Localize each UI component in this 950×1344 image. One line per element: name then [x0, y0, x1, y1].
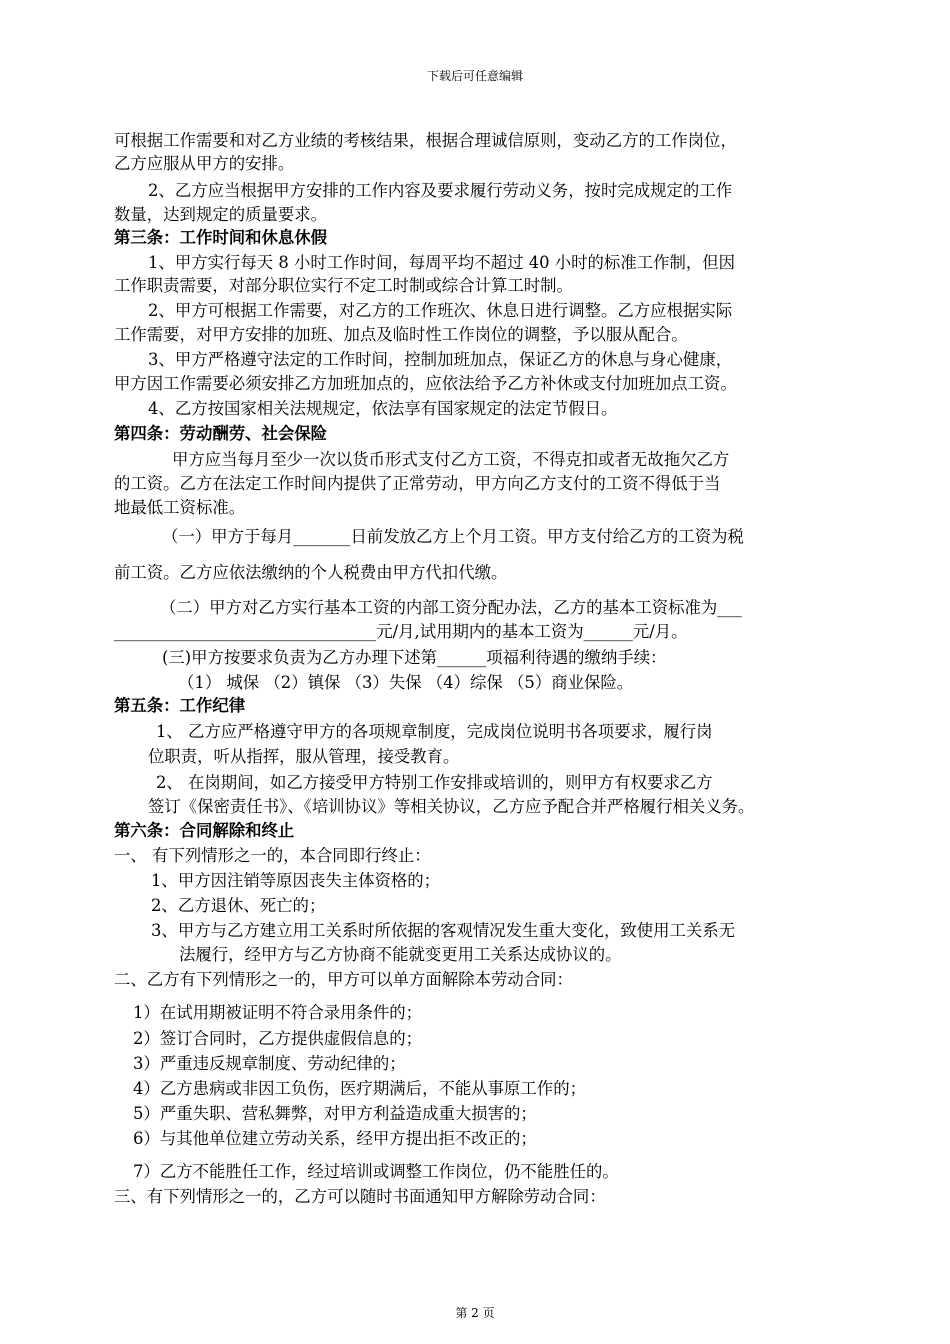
page-footer: 第 2 页: [455, 1306, 495, 1320]
body-line: 位职责，听从指挥，服从管理，接受教育。: [148, 747, 460, 766]
body-line: 数量，达到规定的质量要求。: [114, 205, 328, 224]
section-heading: 第六条：合同解除和终止: [114, 821, 295, 840]
body-line: ________________________________元/月,试用期内的基本工资为______元/月。: [114, 622, 688, 641]
page-header: 下载后可任意编辑: [426, 69, 523, 83]
list-item: 2）签订合同时，乙方提供虚假信息的；: [133, 1029, 423, 1048]
list-item: 5）严重失职、营私舞弊，对甲方利益造成重大损害的；: [133, 1104, 537, 1123]
list-item: 3）严重违反规章制度、劳动纪律的；: [133, 1054, 406, 1073]
list-item: 4）乙方患病或非因工负伤，医疗期满后，不能从事原工作的；: [133, 1079, 586, 1098]
list-item: 1）在试用期被证明不符合录用条件的；: [133, 1003, 423, 1022]
body-line: 工作需要，对甲方安排的加班、加点及临时性工作岗位的调整，予以服从配合。: [114, 325, 688, 344]
body-line: 一、 有下列情形之一的，本合同即行终止：: [114, 846, 431, 865]
body-line: 前工资。乙方应依法缴纳的个人税费由甲方代扣代缴。: [114, 563, 508, 582]
section-heading: 第三条：工作时间和休息休假: [114, 228, 328, 247]
body-line: 二、乙方有下列情形之一的，甲方可以单方面解除本劳动合同：: [114, 970, 573, 989]
body-line: 甲方应当每月至少一次以货币形式支付乙方工资，不得克扣或者无故拖欠乙方: [172, 450, 730, 469]
body-line: （二）甲方对乙方实行基本工资的内部工资分配办法，乙方的基本工资标准为___: [160, 598, 742, 617]
body-line: 法履行，经甲方与乙方协商不能就变更用工关系达成协议的。: [179, 945, 622, 964]
body-line: （1） 城保 （2）镇保 （3）失保 （4）综保 （5）商业保险。: [178, 673, 634, 692]
body-line: 签订《保密责任书》、《培训协议》等相关协议，乙方应予配合并严格履行相关义务。: [148, 797, 755, 816]
body-line: 乙方应服从甲方的安排。: [114, 154, 295, 173]
body-line: 的工资。乙方在法定工作时间内提供了正常劳动，甲方向乙方支付的工资不得低于当: [114, 474, 721, 493]
body-line: 可根据工作需要和对乙方业绩的考核结果，根据合理诚信原则，变动乙方的工作岗位，: [114, 131, 737, 150]
list-item: 6）与其他单位建立劳动关系，经甲方提出拒不改正的；: [133, 1129, 537, 1148]
body-line: 2、 在岗期间，如乙方接受甲方特别工作安排或培训的，则甲方有权要求乙方: [156, 773, 713, 792]
body-line: 2、甲方可根据工作需要，对乙方的工作班次、休息日进行调整。乙方应根据实际: [148, 301, 733, 320]
body-line: 甲方因工作需要必须安排乙方加班加点的，应依法给予乙方补休或支付加班加点工资。: [114, 374, 737, 393]
body-line: 地最低工资标准。: [114, 498, 246, 517]
body-line: (三)甲方按要求负责为乙方办理下述第______项福利待遇的缴纳手续：: [162, 648, 667, 667]
body-line: 三、有下列情形之一的，乙方可以随时书面通知甲方解除劳动合同：: [114, 1187, 606, 1206]
body-line: 1、甲方实行每天 8 小时工作时间，每周平均不超过 40 小时的标准工作制，但因: [148, 253, 736, 272]
list-item: 7）乙方不能胜任工作，经过培训或调整工作岗位，仍不能胜任的。: [133, 1162, 619, 1181]
body-line: 2、乙方应当根据甲方安排的工作内容及要求履行劳动义务，按时完成规定的工作: [148, 181, 733, 200]
body-line: （一）甲方于每月_______日前发放乙方上个月工资。甲方支付给乙方的工资为税: [162, 527, 744, 546]
body-line: 1、甲方因注销等原因丧失主体资格的；: [151, 871, 441, 890]
body-line: 4、乙方按国家相关法规规定，依法享有国家规定的法定节假日。: [148, 399, 618, 418]
section-heading: 第五条：工作纪律: [114, 696, 246, 715]
section-heading: 第四条：劳动酬劳、社会保险: [114, 424, 328, 443]
body-line: 2、乙方退休、死亡的；: [151, 896, 326, 915]
body-line: 3、甲方与乙方建立用工关系时所依据的客观情况发生重大变化，致使用工关系无: [151, 921, 736, 940]
body-line: 工作职责需要，对部分职位实行不定工时制或综合计算工时制。: [114, 276, 573, 295]
body-line: 3、甲方严格遵守法定的工作时间，控制加班加点，保证乙方的休息与身心健康，: [148, 350, 733, 369]
body-line: 1、 乙方应严格遵守甲方的各项规章制度，完成岗位说明书各项要求，履行岗: [156, 722, 713, 741]
